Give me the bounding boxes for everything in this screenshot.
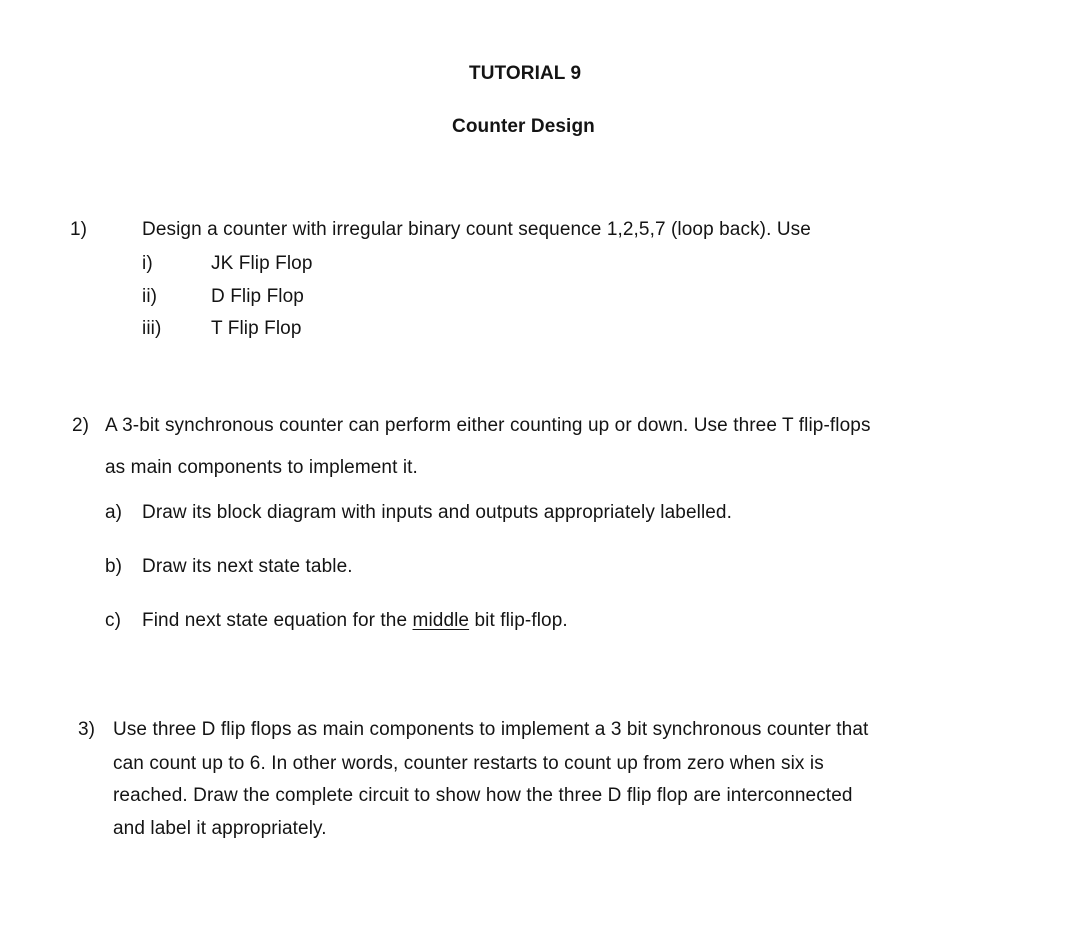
page-subtitle: Counter Design xyxy=(452,116,595,137)
question-number: 3) xyxy=(78,719,96,740)
part-text xyxy=(142,609,568,633)
question-text: Design a counter with irregular binary count sequence 1,2,5,7 (loop back). Use xyxy=(142,219,811,240)
part-text: Draw its block diagram with inputs and outputs appropriately labelled. xyxy=(142,502,732,523)
list-item-text: T Flip Flop xyxy=(211,318,302,339)
question-text-line: can count up to 6. In other words, counter restarts to count up from zero when six is xyxy=(113,753,824,774)
page-title: TUTORIAL 9 xyxy=(469,63,582,84)
list-item-text: D Flip Flop xyxy=(211,286,304,307)
question-text-line: as main components to implement it. xyxy=(105,457,418,478)
part-text-post: bit flip-flop. xyxy=(469,610,568,631)
question-text-line: Use three D flip flops as main components to implement a 3 bit synchronous counter that xyxy=(113,719,869,740)
part-text-pre: Find next state equation for the xyxy=(142,610,413,631)
question-number: 1) xyxy=(70,219,88,240)
question-number: 2) xyxy=(72,415,90,436)
part-text: Draw its next state table. xyxy=(142,556,353,577)
question-text-line: and label it appropriately. xyxy=(113,818,327,839)
part-label: b) xyxy=(105,556,123,577)
part-label: a) xyxy=(105,502,123,523)
list-item-label: ii) xyxy=(142,286,158,307)
list-item-label: i) xyxy=(142,253,153,274)
question-text-line: A 3-bit synchronous counter can perform either counting up or down. Use three T flip-flops xyxy=(105,415,871,436)
part-label: c) xyxy=(105,610,122,631)
list-item-text: JK Flip Flop xyxy=(211,253,313,274)
emphasized-word: middle xyxy=(412,610,470,631)
question-text-line: reached. Draw the complete circuit to show how the three D flip flop are interconnected xyxy=(113,785,853,806)
list-item-label: iii) xyxy=(142,318,162,339)
